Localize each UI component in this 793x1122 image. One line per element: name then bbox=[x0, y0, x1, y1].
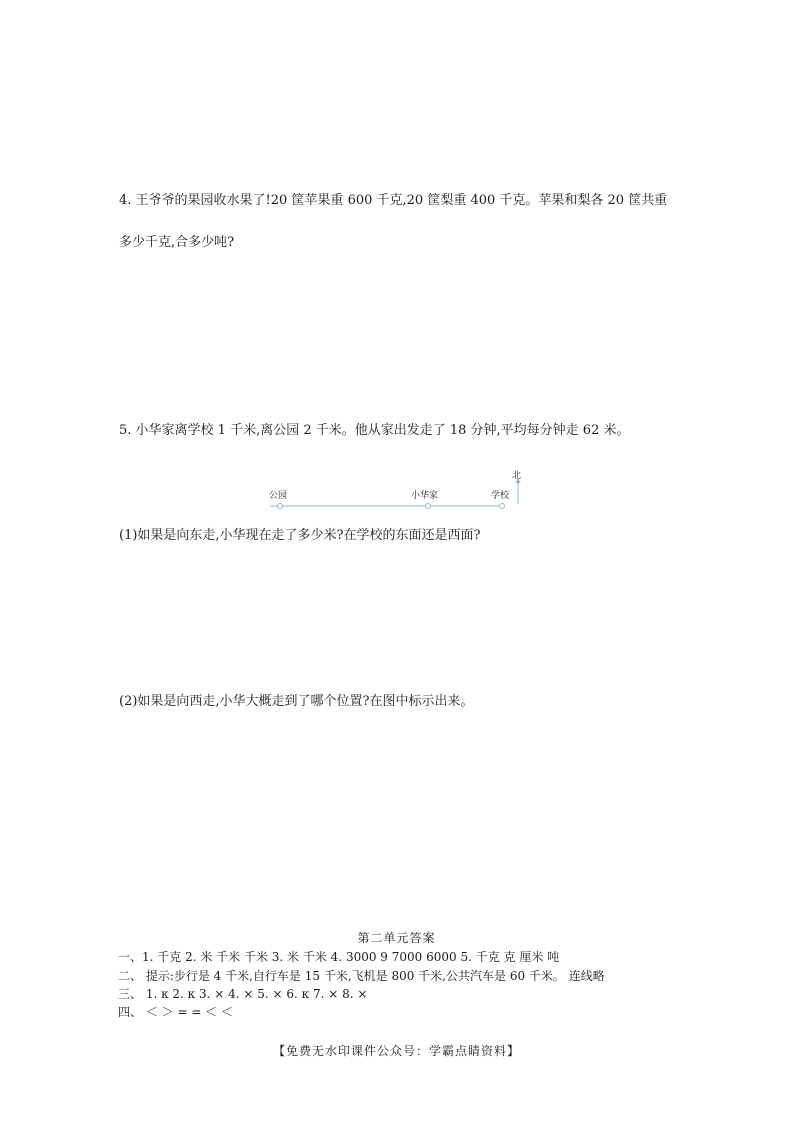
home-point bbox=[426, 504, 431, 509]
park-label: 公园 bbox=[269, 491, 288, 501]
question-5-sub-2: (2)如果是向西走,小华大概走到了哪个位置?在图中标示出来。 bbox=[119, 694, 474, 709]
school-label: 学校 bbox=[491, 491, 510, 501]
answers-part-4: 四、 ＜ ＞ = = ＜ ＜ bbox=[118, 1005, 233, 1019]
route-map-diagram bbox=[260, 468, 530, 514]
park-point bbox=[278, 504, 283, 509]
answers-part-3: 三、 1. κ 2. κ 3. × 4. × 5. × 6. κ 7. × 8. × bbox=[118, 987, 368, 1001]
question-4-line-2: 多少千克,合多少吨? bbox=[119, 235, 235, 250]
page-footer: 【免费无水印课件公众号：学霸点睛资料】 bbox=[272, 1044, 520, 1058]
school-point bbox=[500, 504, 505, 509]
answers-part-2: 二、 提示:步行是 4 千米,自行车是 15 千米,飞机是 800 千米,公共汽车是 60 千米。 连线略 bbox=[118, 969, 605, 983]
home-label: 小华家 bbox=[411, 491, 439, 501]
north-label: 北 bbox=[512, 471, 522, 481]
question-4-line-1: 4. 王爷爷的果园收水果了!20 筐苹果重 600 千克,20 筐梨重 400 千克。苹果和梨各 20 筐共重 bbox=[119, 193, 668, 208]
answers-part-1: 一、1. 千克 2. 米 千米 千米 3. 米 千米 4. 3000 9 7000 6000 5. 千克 克 厘米 吨 bbox=[118, 950, 560, 964]
answers-title: 第二单元答案 bbox=[357, 931, 436, 945]
question-5-sub-1: (1)如果是向东走,小华现在走了多少米?在学校的东面还是西面? bbox=[119, 528, 481, 543]
question-5-line-1: 5. 小华家离学校 1 千米,离公园 2 千米。他从家出发走了 18 分钟,平均每分钟走 62 米。 bbox=[119, 423, 630, 438]
